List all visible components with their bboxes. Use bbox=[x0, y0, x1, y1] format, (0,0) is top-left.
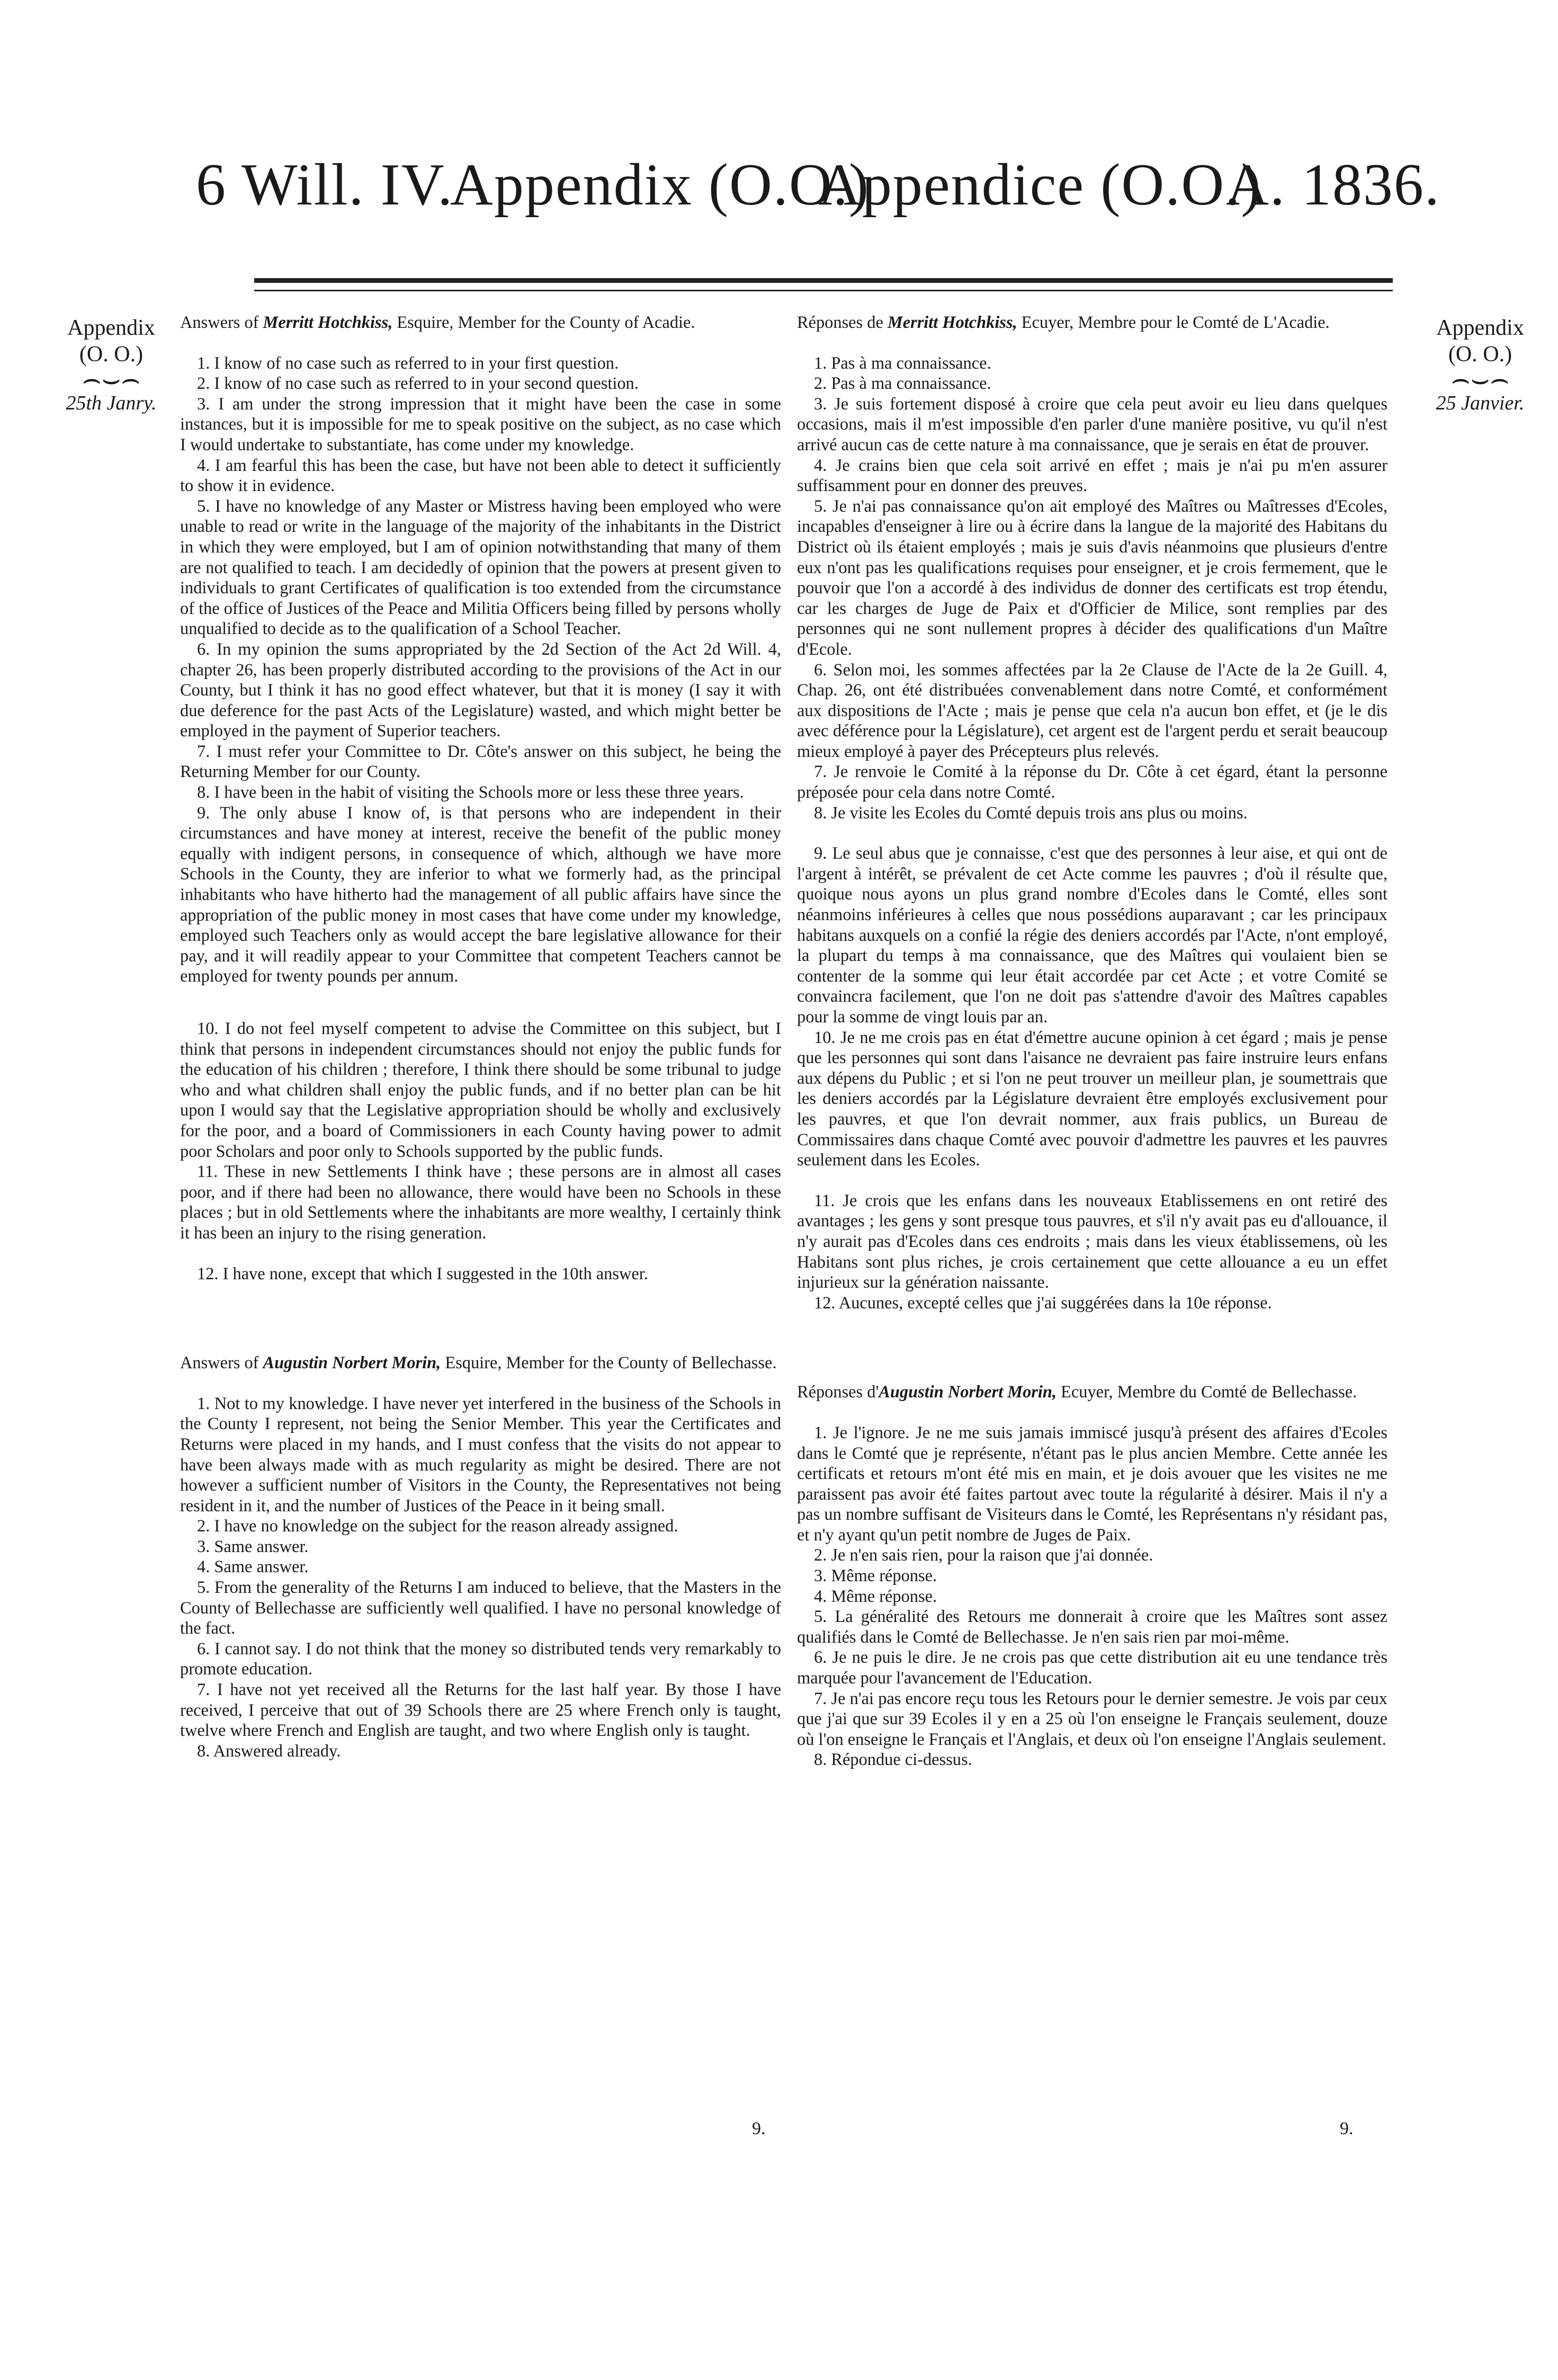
answer: 2. Je n'en sais rien, pour la raison que j'ai donnée. bbox=[814, 1546, 1153, 1565]
brace-ornament: ⌢⌣⌢ bbox=[82, 363, 141, 396]
answer: 5. From the generality of the Returns I am induced to believe, that the Masters in the County of Bellechasse are sufficiently well qualified. I have no personal knowledge of the fact. bbox=[180, 1578, 781, 1638]
answer: 8. Répondue ci-dessus. bbox=[814, 1750, 972, 1770]
answer: 7. I have not yet received all the Returns for the last half year. By those I have received, I perceive that out of 39 Schools there are 25 where French only is taught, twelve where French and English are taught, and two where English only is taught. bbox=[180, 1680, 781, 1741]
answer: 1. Je l'ignore. Je ne me suis jamais immiscé jusqu'à présent des affaires d'Ecoles dans le Comté que je représente, n'étant pas le plus ancien Membre. Cette année les certificats et retours m'ont été mis en main, et je dois avouer que les visites ne me paraissent pas avoir été faites partout avec toute la régularité à désirer. Mais il n'y a pas un nombre suffisant de Visiteurs dans le Comté, les Représentans n'y résidant pas, et n'y ayant qu'un petit nombre de Juges de Paix. bbox=[797, 1423, 1387, 1545]
section-heading bbox=[180, 1353, 781, 1374]
answer: 6. I cannot say. I do not think that the money so distributed tends very remarkably to promote education. bbox=[180, 1639, 781, 1679]
answer: 2. I know of no case such as referred to in your second question. bbox=[197, 374, 639, 394]
margin-appendix-label: Appendix bbox=[67, 316, 155, 340]
page-number-right: 9. bbox=[1340, 2119, 1354, 2138]
answer: 10. I do not feel myself competent to advise the Committee on this subject, but I think that persons in independent circumstances should not enjoy the public funds for the education of his children ; therefore, I think there should be some tribunal to judge who and what children shall enjoy the public funds, and if no better plan can be hit upon I would say that the Legislative appropriation should be wholly and exclusively for the poor, and a board of Commissioners in each County having power to admit poor Scholars and poor only to Schools supported by the public funds. bbox=[180, 1019, 781, 1161]
section-heading bbox=[180, 313, 781, 333]
appendix-title-fr: Appendice (O.O.) bbox=[818, 152, 1262, 218]
answer: 6. Je ne puis le dire. Je ne crois pas que cette distribution ait eu une tendance très marquée pour l'avancement de l'Education. bbox=[797, 1648, 1387, 1688]
answer: 4. Je crains bien que cela soit arrivé en effet ; mais je n'ai pu m'en assurer suffisamment pour en donner des preuves. bbox=[797, 456, 1387, 496]
answer: 3. Même réponse. bbox=[814, 1566, 937, 1586]
margin-appendix-label: Appendix bbox=[1436, 316, 1524, 340]
member-name: Augustin Norbert Morin, bbox=[263, 1353, 441, 1373]
answer: 7. I must refer your Committee to Dr. Côte's answer on this subject, he being the Returning Member for our County. bbox=[180, 742, 781, 782]
appendix-title-en: Appendix (O.O.) bbox=[450, 152, 870, 218]
member-name: Augustin Norbert Morin, bbox=[879, 1383, 1057, 1402]
answer: 6. Selon moi, les sommes affectées par la 2e Clause de l'Acte de la 2e Guill. 4, Chap. 26, ont été distribuées convenablement dans notre Comté, et conformément aux dispositions de l'Acte ; mais je pense que cela n'a aucun bon effet, et (je le dis avec déférence pour la Législature), cet argent est de l'argent perdu et serait beaucoup mieux employé à payer des Précepteurs plus relevés. bbox=[797, 660, 1387, 761]
margin-note-right bbox=[1419, 315, 1541, 415]
margin-note-left bbox=[50, 315, 172, 415]
answer: 9. The only abuse I know of, is that persons who are independent in their circumstances and have money at interest, receive the benefit of the public money equally with indigent persons, in consequence of which, although we have more Schools in the County, they are inferior to what we formerly had, as the principal inhabitants who have hitherto had the management of all public affairs have since the appropriation of the public money in most cases that have come under my knowledge, employed such Teachers only as would accept the bare legislative allowance for their pay, and it will readily appear to your Committee that competent Teachers cannot be employed for twenty pounds per annum. bbox=[180, 803, 781, 986]
answer: 2. I have no knowledge on the subject for the reason already assigned. bbox=[197, 1517, 678, 1536]
heading-text: Esquire, Member for the County of Bellechasse. bbox=[441, 1353, 777, 1373]
page-header bbox=[0, 151, 1558, 252]
member-name: Merritt Hotchkiss, bbox=[887, 313, 1017, 332]
session-label: 6 Will. IV. bbox=[196, 152, 454, 218]
answer: 3. I am under the strong impression that it might have been the case in some instances, but it is impossible for me to speak positive on the subject, as no case which I would undertake to substantiate, has come under my knowledge. bbox=[180, 394, 781, 454]
column-divider bbox=[789, 313, 790, 2129]
member-name: Merritt Hotchkiss, bbox=[263, 313, 393, 332]
heading-text: Answers of bbox=[180, 313, 263, 332]
answer: 7. Je renvoie le Comité à la réponse du Dr. Côte à cet égard, étant la personne préposée pour cela dans notre Comté. bbox=[797, 762, 1387, 803]
answer: 4. Même réponse. bbox=[814, 1586, 937, 1606]
answer: 4. Same answer. bbox=[197, 1557, 309, 1577]
answer: 5. Je n'ai pas connaissance qu'on ait employé des Maîtres ou Maîtresses d'Ecoles, incapables d'enseigner à lire ou à écrire dans la langue de la majorité des Habitans du District où ils étaient employés ; mais je suis d'avis néanmoins que plusieurs d'entre eux n'ont pas les qualifications requises pour enseigner, et je crois fermement, que le pouvoir que l'on a accordé à des individus de donner des certificats est trop étendu, car les charges de Juge de Paix et d'Officier de Milice, sont remplies par des personnes qui ne sont nullement propres à décider des qualifications d'un Maître d'Ecole. bbox=[797, 496, 1387, 659]
answer: 5. I have no knowledge of any Master or Mistress having been employed who were unable to read or write in the language of the majority of the inhabitants in the District in which they were employed, but I am of opinion notwithstanding that many of them are not qualified to teach. I am decidedly of opinion that the powers at present given to individuals to grant Certificates of qualification is too extended from the circumstance of the office of Justices of the Peace and Militia Officers being filled by persons wholly unqualified to decide as to the qualification of a School Teacher. bbox=[180, 496, 781, 639]
heading-text: Answers of bbox=[180, 1353, 263, 1373]
answer: 1. Not to my knowledge. I have never yet interfered in the business of the Schools in the County I represent, not being the Senior Member. This year the Certificates and Returns were placed in my hands, and I must confess that the visits do not appear to have been always made with as much regularity as might be desired. There are not however a sufficient number of Visitors in the County, the Representatives not being resident in it, and the number of Justices of the Peace in it being small. bbox=[180, 1394, 781, 1516]
answer: 4. I am fearful this has been the case, but have not been able to detect it sufficiently to show it in evidence. bbox=[180, 456, 781, 496]
heading-text: Ecuyer, Membre du Comté de Bellechasse. bbox=[1056, 1383, 1357, 1402]
answer: 1. I know of no case such as referred to in your first question. bbox=[197, 353, 619, 373]
answer: 8. Answered already. bbox=[197, 1741, 341, 1761]
french-column bbox=[797, 313, 1387, 1770]
margin-date: 25th Janry. bbox=[66, 391, 157, 414]
year-label: A. 1836. bbox=[1226, 152, 1440, 218]
answer: 6. In my opinion the sums appropriated by the 2d Section of the Act 2d Will. 4, chapter 26, has been properly distributed according to the provisions of the Act in our County, but I think it has no good effect whatever, but that it is money (I say it with due deference for the past Acts of the Legislature) wasted, and which might better be employed in the payment of Superior teachers. bbox=[180, 639, 781, 741]
answer: 11. Je crois que les enfans dans les nouveaux Etablissemens en ont retiré des avantages ; les gens y sont presque tous pauvres, et s'il n'y avait pas eu d'allouance, il n'y aurait pas d'Ecoles dans ces endroits ; mais dans les vieux établissemens, où les Habitans sont plus riches, je crois certainement que cette allouance a eu un effet injurieux sur la génération naissante. bbox=[797, 1191, 1387, 1292]
heading-text: Réponses de bbox=[797, 313, 888, 332]
answer: 11. These in new Settlements I think have ; these persons are in almost all cases poor, and if there had been no allowance, there would have been no Schools in these places ; but in old Settlements where the inhabitants are more wealthy, I certainly think it has been an injury to the rising generation. bbox=[180, 1162, 781, 1243]
answer: 1. Pas à ma connaissance. bbox=[814, 353, 991, 373]
answer: 5. La généralité des Retours me donnerait à croire que les Maîtres sont assez qualifiés dans le Comté de Bellechasse. Je n'en sais rien par moi-même. bbox=[797, 1607, 1387, 1647]
answer: 12. I have none, except that which I suggested in the 10th answer. bbox=[197, 1264, 648, 1283]
answer: 10. Je ne me crois pas en état d'émettre aucune opinion à cet égard ; mais je pense que les personnes qui sont dans l'aisance ne devraient pas faire instruire leurs enfans aux dépens du Public ; et si l'on ne peut trouver un meilleur plan, je soumettrais que les deniers accordés par la Législature devraient être employés exclusivement pour les pauvres, et que l'on devrait nommer, aux frais publics, un Bureau de Commissaires dans chaque Comté avec pouvoir d'admettre les pauvres et les pauvres seulement dans les Ecoles. bbox=[797, 1028, 1387, 1170]
answer: 2. Pas à ma connaissance. bbox=[814, 374, 991, 394]
answer: 7. Je n'ai pas encore reçu tous les Retours pour le dernier semestre. Je vois par ceux que j'ai que sur 39 Ecoles il y en a 25 où l'on enseigne le Français seulement, douze où l'on enseigne le Français et l'Anglais, et deux où l'on enseigne l'Anglais seulement. bbox=[797, 1689, 1387, 1749]
brace-ornament: ⌢⌣⌢ bbox=[1450, 363, 1510, 396]
heading-text: Réponses d' bbox=[797, 1383, 879, 1402]
answer: 3. Je suis fortement disposé à croire que cela peut avoir eu lieu dans quelques occasions, mais il m'est impossible d'en parler d'une manière positive, vu qu'il n'est arrivé aucun cas de cette nature à ma connaissance, que je serais en état de prouver. bbox=[797, 394, 1387, 454]
margin-appendix-code: (O. O.) bbox=[1448, 342, 1512, 367]
page-number-left: 9. bbox=[752, 2119, 766, 2138]
answer: 9. Le seul abus que je connaisse, c'est que des personnes à leur aise, et qui ont de l'argent à intérêt, se prévalent de cet Acte comme les pauvres ; d'où il résulte que, quoique nous ayons un plus grand nombre d'Ecoles dans le Comté, elles sont néanmoins inférieures à celles que nous possédions auparavant ; car les principaux habitans auxquels on a confié la régie des deniers accordés par l'Acte, n'ont employé, la plupart du temps à ma connaissance, que des Maîtres qui voulaient bien se contenter de la somme qui leur était accordée par cet Acte ; et votre Comité se convaincra facilement, que l'on ne doit pas s'attendre d'avoir des Maîtres capables pour la somme de vingt louis par an. bbox=[797, 844, 1387, 1027]
header-rule-thick bbox=[254, 278, 1393, 283]
margin-date: 25 Janvier. bbox=[1436, 391, 1525, 414]
answer: 8. I have been in the habit of visiting the Schools more or less these three years. bbox=[197, 783, 744, 803]
margin-appendix-code: (O. O.) bbox=[79, 342, 144, 367]
heading-text: Ecuyer, Membre pour le Comté de L'Acadie. bbox=[1017, 313, 1330, 332]
section-heading bbox=[797, 313, 1387, 333]
section-heading bbox=[797, 1382, 1387, 1403]
header-rule-thin bbox=[254, 290, 1393, 291]
answer: 3. Same answer. bbox=[197, 1537, 309, 1556]
answer: 12. Aucunes, excepté celles que j'ai suggérées dans la 10e réponse. bbox=[814, 1293, 1272, 1313]
english-column bbox=[180, 313, 781, 1761]
answer: 8. Je visite les Ecoles du Comté depuis trois ans plus ou moins. bbox=[814, 803, 1248, 823]
heading-text: Esquire, Member for the County of Acadie. bbox=[392, 313, 695, 332]
